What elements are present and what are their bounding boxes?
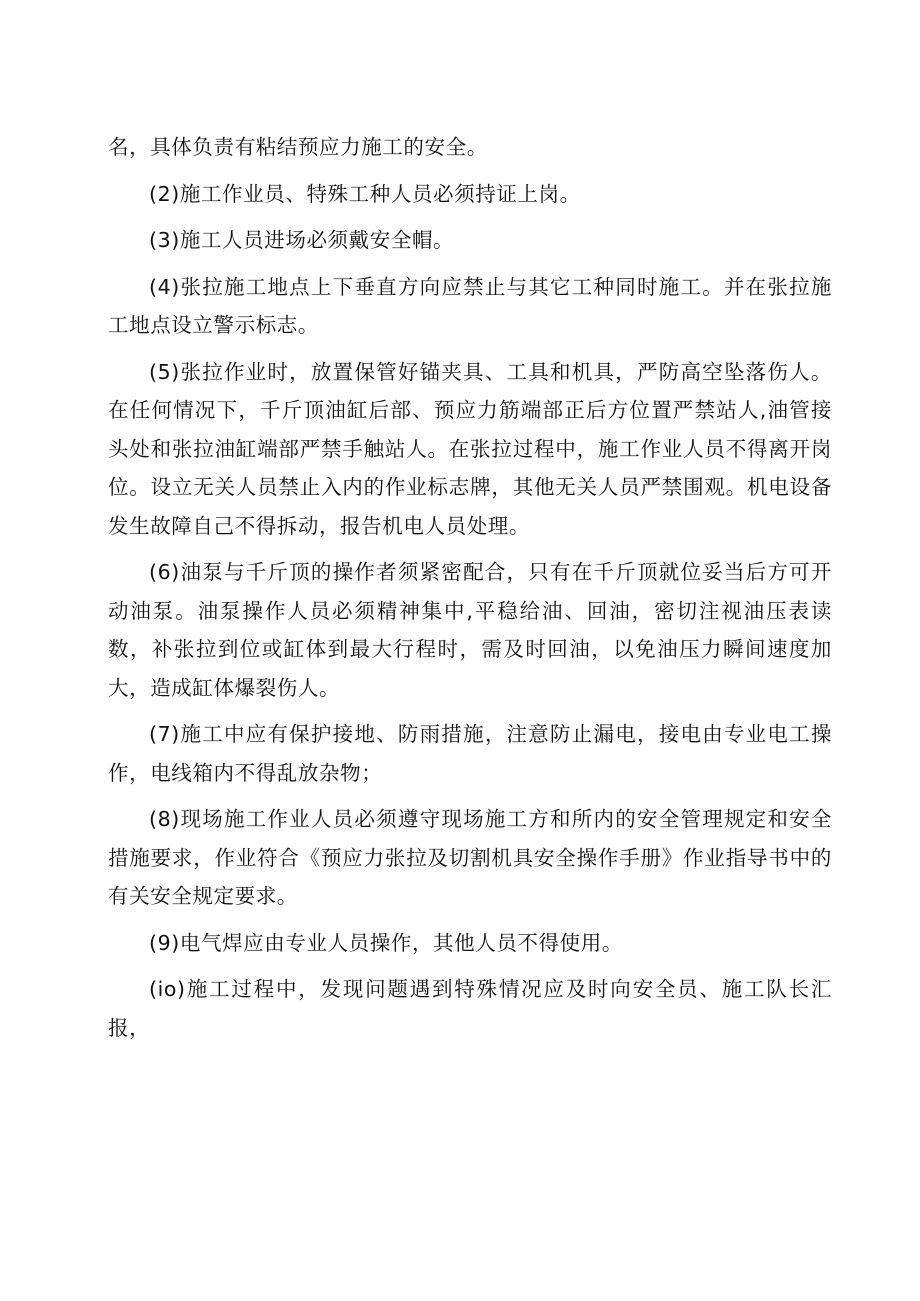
- paragraph-item-2: (2)施工作业员、特殊工种人员必须持证上岗。: [149, 181, 581, 206]
- document-page: [108, 128, 832, 1047]
- paragraph-item-5: (5)张拉作业时，放置保管好锚夹具、工具和机具，严防高空坠落伤人。在任何情况下，千斤顶油缸后部、预应力筋端部正后方位置严禁站人,油管接头处和张拉油缸端部严禁手触站人。在张拉过程中，施工作业人员不得离开岗位。设立无关人员禁止入内的作业标志牌，其他无关人员严禁围观。机电设备发生故障自己不得拆动，报告机电人员处理。: [108, 359, 832, 538]
- paragraph-item-9: (9)电气焊应由专业人员操作，其他人员不得使用。: [149, 930, 623, 955]
- paragraph-item-10: (io)施工过程中，发现问题遇到特殊情况应及时向安全员、施工队长汇报，: [108, 977, 832, 1040]
- paragraph-item-8: (8)现场施工作业人员必须遵守现场施工方和所内的安全管理规定和安全措施要求，作业符合《预应力张拉及切割机具安全操作手册》作业指导书中的有关安全规定要求。: [108, 807, 832, 908]
- paragraph-continuation: 名，具体负责有粘结预应力施工的安全。: [108, 135, 488, 159]
- paragraph-item-3: (3)施工人员进场必须戴安全帽。: [149, 228, 455, 252]
- paragraph-item-6: (6)油泵与千斤顶的操作者须紧密配合，只有在千斤顶就位妥当后方可开动油泵。油泵操作人员必须精神集中,平稳给油、回油，密切注视油压表读数，补张拉到位或缸体到最大行程时，需及时回油，以免油压力瞬间速度加大，造成缸体爆裂伤人。: [108, 560, 832, 700]
- paragraph-item-7: (7)施工中应有保护接地、防雨措施，注意防止漏电，接电由专业电工操作，电线箱内不得乱放杂物；: [108, 722, 832, 785]
- paragraph-item-4: (4)张拉施工地点上下垂直方向应禁止与其它工种同时施工。并在张拉施工地点设立警示标志。: [108, 274, 832, 337]
